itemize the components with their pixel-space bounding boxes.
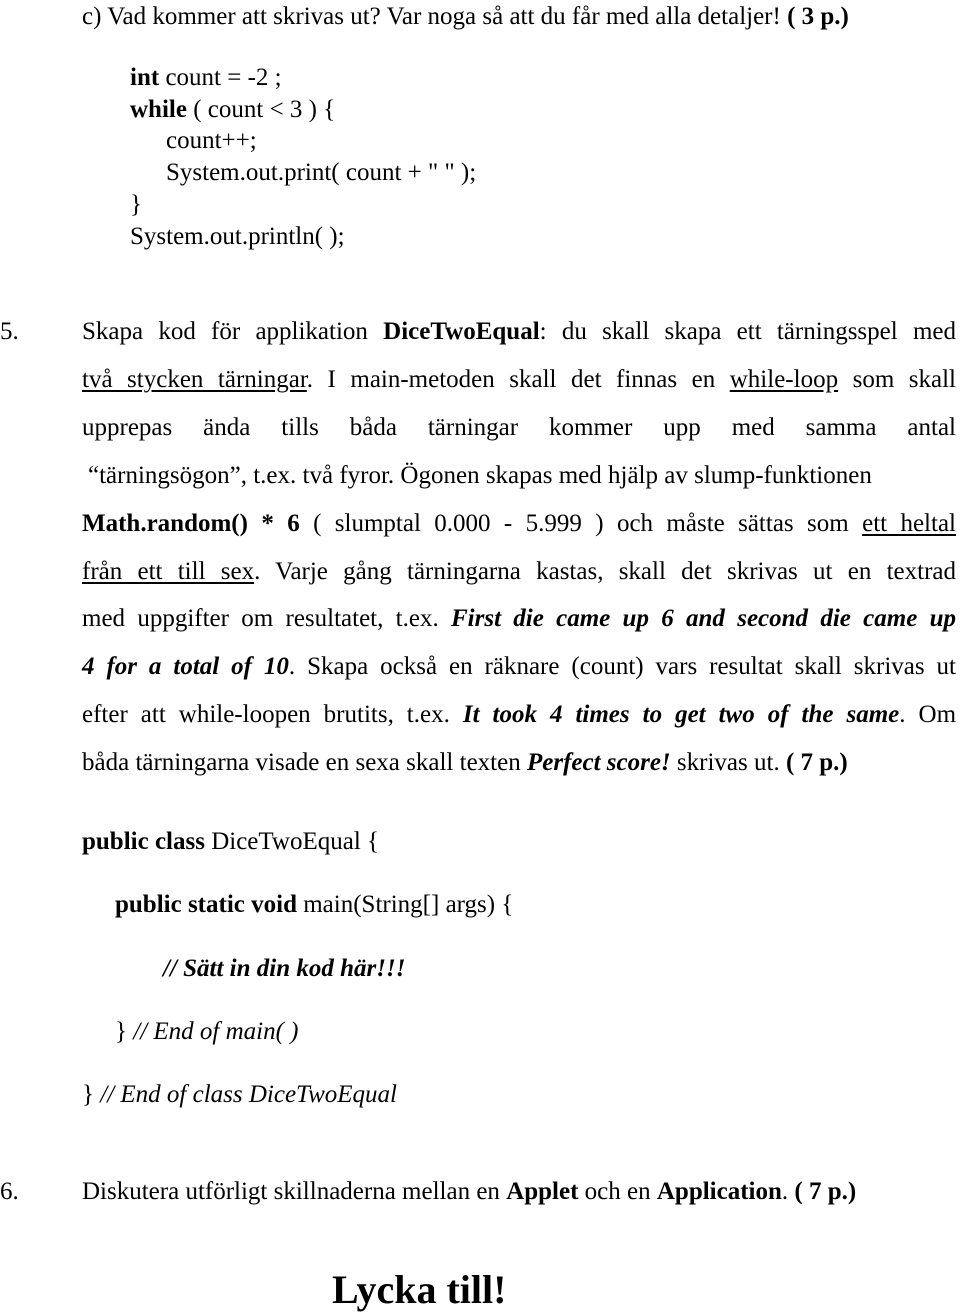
- question-5-line-7: med uppgifter om resultatet, t.ex. First die came up 6 and second die came up: [82, 605, 956, 632]
- question-6-points: ( 7 p.): [794, 1178, 857, 1205]
- question-5-line-2: två stycken tärningar. I main-metoden skall det finnas en while-loop som skall: [82, 366, 956, 393]
- question-5-line-9: efter att while-loopen brutits, t.ex. It took 4 times to get two of the same. Om: [82, 701, 957, 728]
- question-5-number: 5.: [0, 318, 19, 345]
- code-5-main-header: public static void main(String[] args) {: [115, 891, 514, 918]
- code-5-class-header: public class DiceTwoEqual {: [82, 828, 380, 855]
- question-5-line-3: upprepas ända tills båda tärningar kommer upp med samma antal: [82, 414, 956, 441]
- code-c-line-3: count++;: [166, 127, 257, 154]
- question-c-text: [82, 2, 849, 32]
- question-5-line-6: från ett till sex. Varje gång tärningarna kastas, skall det skrivas ut en textrad: [82, 558, 956, 585]
- class-name-dicetwoequal: DiceTwoEqual: [383, 318, 540, 345]
- question-6-text: Diskutera utförligt skillnaderna mellan en Applet och en Application. ( 7 p.): [82, 1178, 857, 1205]
- closing-text: Lycka till!: [332, 1267, 507, 1312]
- keyword-int: int: [130, 64, 160, 91]
- question-5-line-4: “tärningsögon”, t.ex. två fyror. Ögonen skapas med hjälp av slump-funktionen: [88, 462, 872, 489]
- question-c-points: ( 3 p.): [787, 3, 849, 30]
- code-c-line-2: while ( count < 3 ) {: [130, 96, 336, 123]
- question-5-line-10: båda tärningarna visade en sexa skall texten Perfect score! skrivas ut. ( 7 p.): [82, 749, 848, 776]
- question-5-line-8: 4 for a total of 10. Skapa också en räknare (count) vars resultat skall skrivas ut: [82, 653, 956, 680]
- code-c-line-6: System.out.println( );: [130, 223, 345, 250]
- keyword-while: while: [130, 96, 187, 123]
- code-c-line-5: }: [130, 191, 142, 218]
- question-6-number: 6.: [0, 1178, 19, 1205]
- question-5-points: ( 7 p.): [785, 749, 848, 776]
- question-c-label: c) Vad kommer att skrivas ut? Var noga så att du får med alla detaljer!: [82, 3, 788, 30]
- question-5-line-5: Math.random() * 6 ( slumptal 0.000 - 5.999 ) och måste sättas som ett heltal: [82, 510, 956, 537]
- code-5-placeholder-comment: // Sätt in din kod här!!!: [163, 955, 406, 982]
- code-c-line-1: int count = -2 ;: [130, 64, 282, 91]
- code-c-line-4: System.out.print( count + " " );: [166, 159, 477, 186]
- code-5-end-main: } // End of main( ): [115, 1018, 299, 1045]
- question-5-line-1: Skapa kod för applikation DiceTwoEqual: du skall skapa ett tärningsspel med: [82, 318, 956, 345]
- code-5-end-class: } // End of class DiceTwoEqual: [82, 1081, 397, 1108]
- math-random-expression: Math.random() * 6: [82, 510, 300, 537]
